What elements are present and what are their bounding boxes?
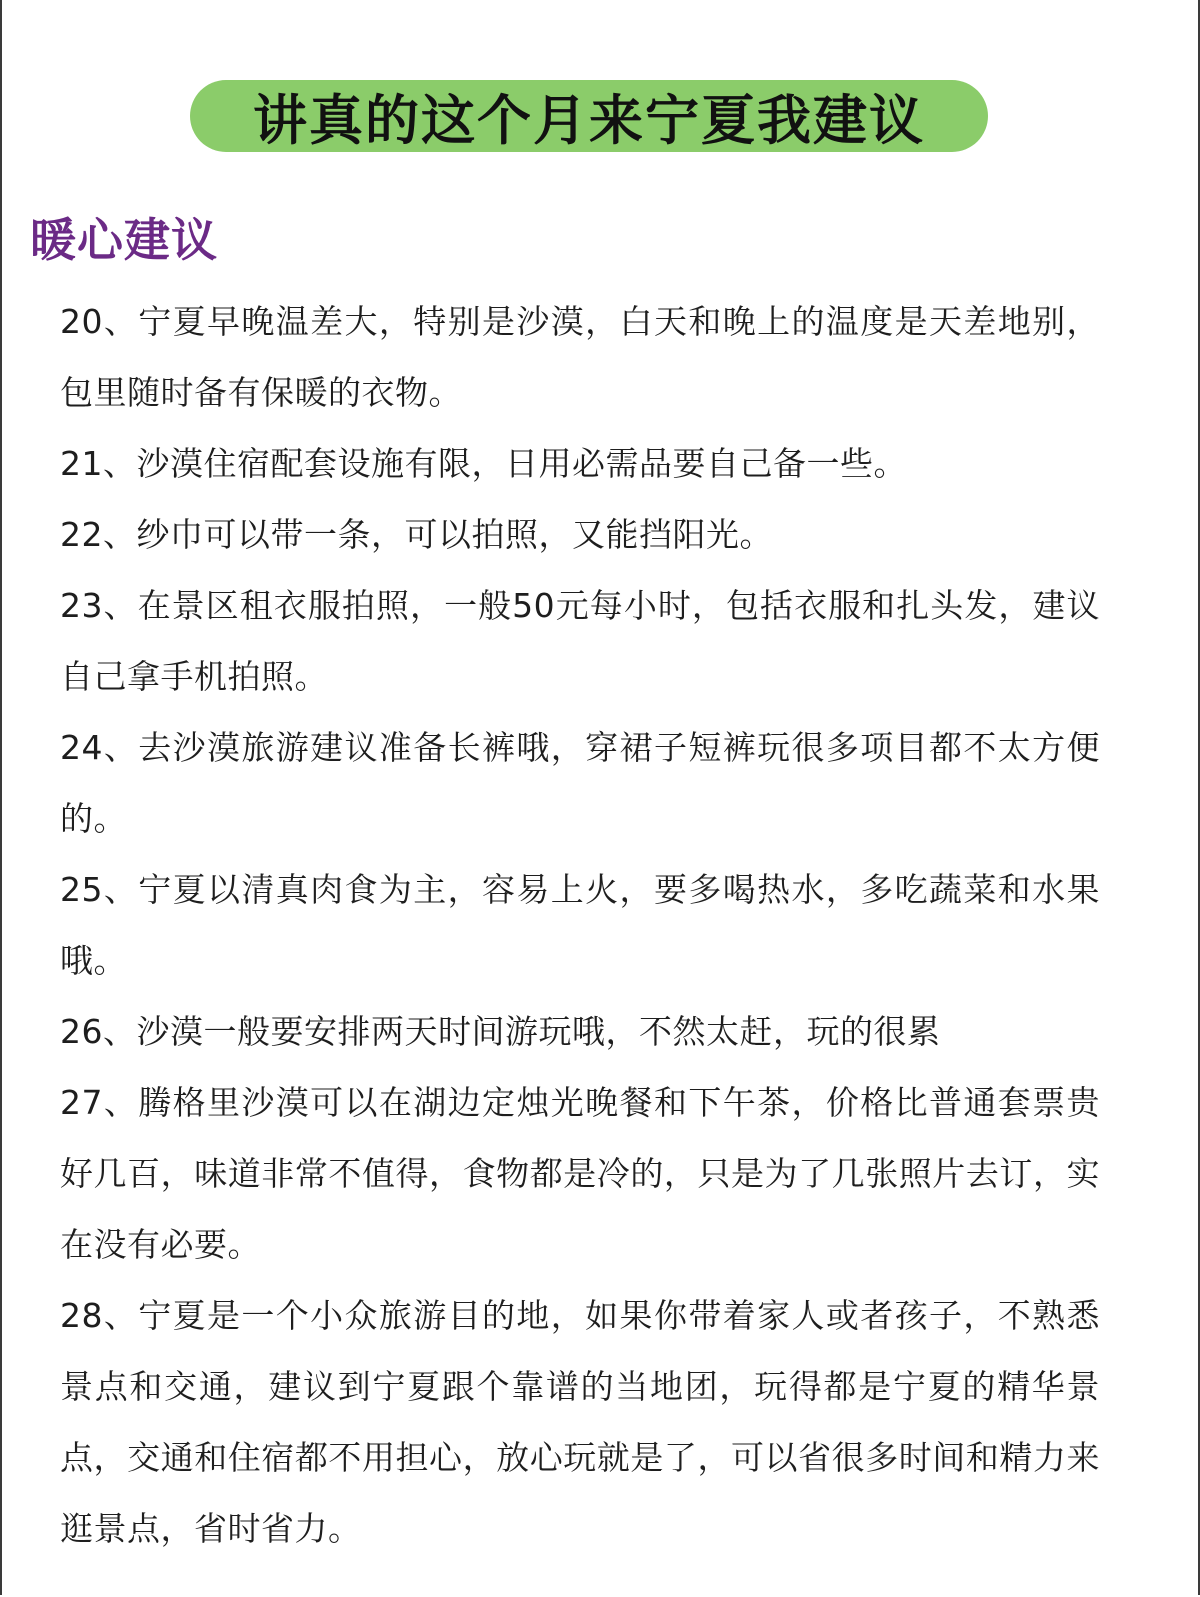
section-heading: 暖心建议: [30, 213, 218, 267]
tip-item-21: 21、沙漠住宿配套设施有限，日用必需品要自己备一些。: [60, 444, 907, 483]
tip-item-27: 27、腾格里沙漠可以在湖边定烛光晚餐和下午茶，价格比普通套票贵好几百，味道非常不值得，食物都是冷的，只是为了几张照片去订，实在没有必要。: [60, 1083, 1100, 1264]
tip-item-25: 25、宁夏以清真肉食为主，容易上火，要多喝热水，多吃蔬菜和水果哦。: [60, 870, 1100, 980]
tip-item-28: 28、宁夏是一个小众旅游目的地，如果你带着家人或者孩子，不熟悉景点和交通，建议到宁夏跟个靠谱的当地团，玩得都是宁夏的精华景点，交通和住宿都不用担心，放心玩就是了，可以省很多时间和精力来逛景点，省时省力。: [60, 1296, 1100, 1548]
tips-list: [60, 286, 1100, 1564]
title-banner: [190, 80, 988, 152]
tip-item-24: 24、去沙漠旅游建议准备长裤哦，穿裙子短裤玩很多项目都不太方便的。: [60, 728, 1100, 838]
tip-item-23: 23、在景区租衣服拍照，一般50元每小时，包括衣服和扎头发，建议自己拿手机拍照。: [60, 586, 1100, 696]
tip-item-20: 20、宁夏早晚温差大，特别是沙漠，白天和晚上的温度是天差地别，包里随时备有保暖的衣物。: [60, 302, 1100, 412]
page-title: 讲真的这个月来宁夏我建议: [253, 88, 925, 152]
tip-item-26: 26、沙漠一般要安排两天时间游玩哦，不然太赶，玩的很累: [60, 1012, 941, 1051]
tip-item-22: 22、纱巾可以带一条，可以拍照，又能挡阳光。: [60, 515, 773, 554]
